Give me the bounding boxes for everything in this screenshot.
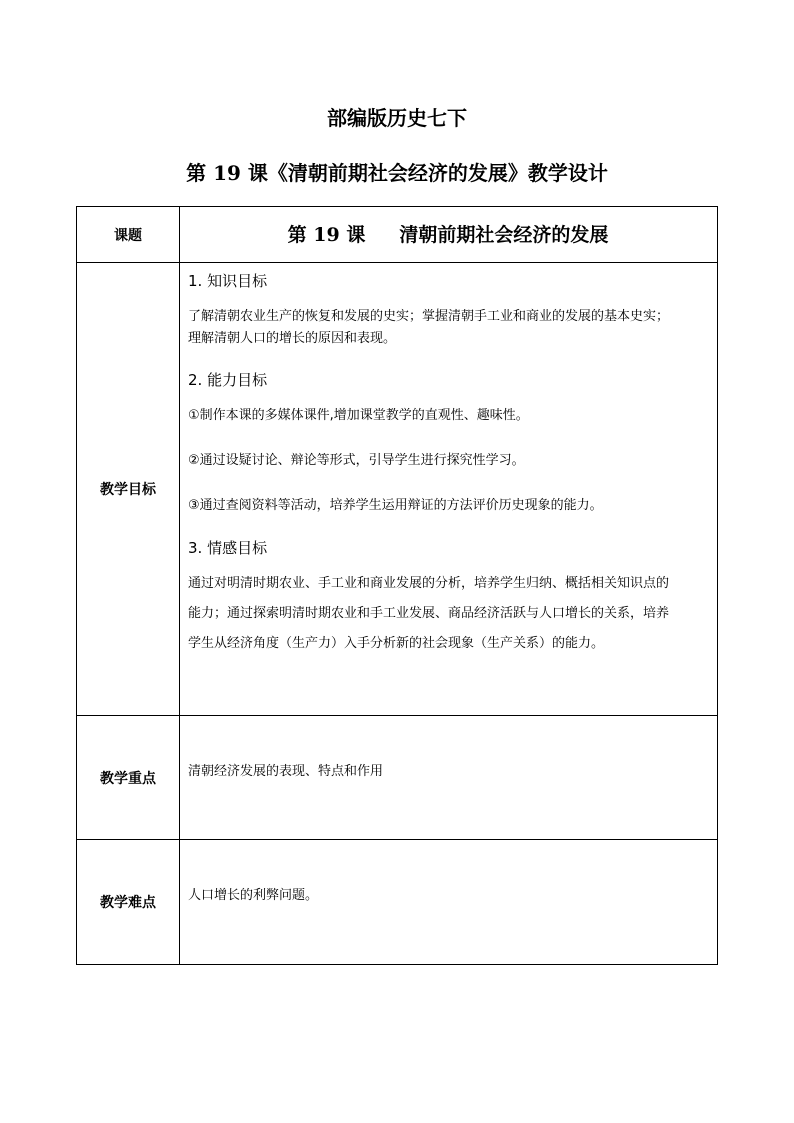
knowledge-line-1: 了解清朝农业生产的恢复和发展的史实；掌握清朝手工业和商业的发展的基本史实； <box>188 309 670 324</box>
difficulty-cell <box>180 840 718 965</box>
knowledge-heading: 1. 知识目标 <box>188 272 268 290</box>
document-subtitle: 第 19 课《清朝前期社会经济的发展》教学设计 <box>186 161 608 185</box>
table-row-topic <box>77 207 718 263</box>
focus-text: 清朝经济发展的表现、特点和作用 <box>188 764 384 779</box>
focus-cell <box>180 716 718 840</box>
ability-item-3: ③通过查阅资料等活动，培养学生运用辩证的方法评价历史现象的能力。 <box>188 498 603 513</box>
emotion-heading: 3. 情感目标 <box>188 539 268 557</box>
difficulty-label: 教学难点 <box>77 840 180 965</box>
ability-item-2: ②通过设疑讨论、辩论等形式，引导学生进行探究性学习。 <box>188 453 525 468</box>
emotion-line-2: 能力；通过探索明清时期农业和手工业发展、商品经济活跃与人口增长的关系，培养 <box>188 606 670 621</box>
topic-cell <box>180 207 718 263</box>
difficulty-text: 人口增长的利弊问题。 <box>188 888 319 903</box>
lesson-design-table <box>76 206 718 965</box>
document-title: 部编版历史七下 <box>327 106 467 130</box>
table-row-focus <box>77 716 718 840</box>
table-row-difficulty <box>77 840 718 965</box>
ability-item-1: ①制作本课的多媒体课件,增加课堂教学的直观性、趣味性。 <box>188 408 529 423</box>
lesson-name: 清朝前期社会经济的发展 <box>399 223 609 246</box>
objectives-cell <box>180 263 718 716</box>
focus-label: 教学重点 <box>77 716 180 840</box>
topic-label: 课题 <box>77 207 180 263</box>
emotion-line-1: 通过对明清时期农业、手工业和商业发展的分析，培养学生归纳、概括相关知识点的 <box>188 576 670 591</box>
ability-heading: 2. 能力目标 <box>188 371 268 389</box>
lesson-number: 第 19 课 <box>287 223 366 246</box>
knowledge-line-2: 理解清朝人口的增长的原因和表现。 <box>188 331 397 346</box>
table-row-objectives <box>77 263 718 716</box>
emotion-line-3: 学生从经济角度（生产力）入手分析新的社会现象（生产关系）的能力。 <box>188 636 605 651</box>
objectives-label: 教学目标 <box>77 263 180 716</box>
